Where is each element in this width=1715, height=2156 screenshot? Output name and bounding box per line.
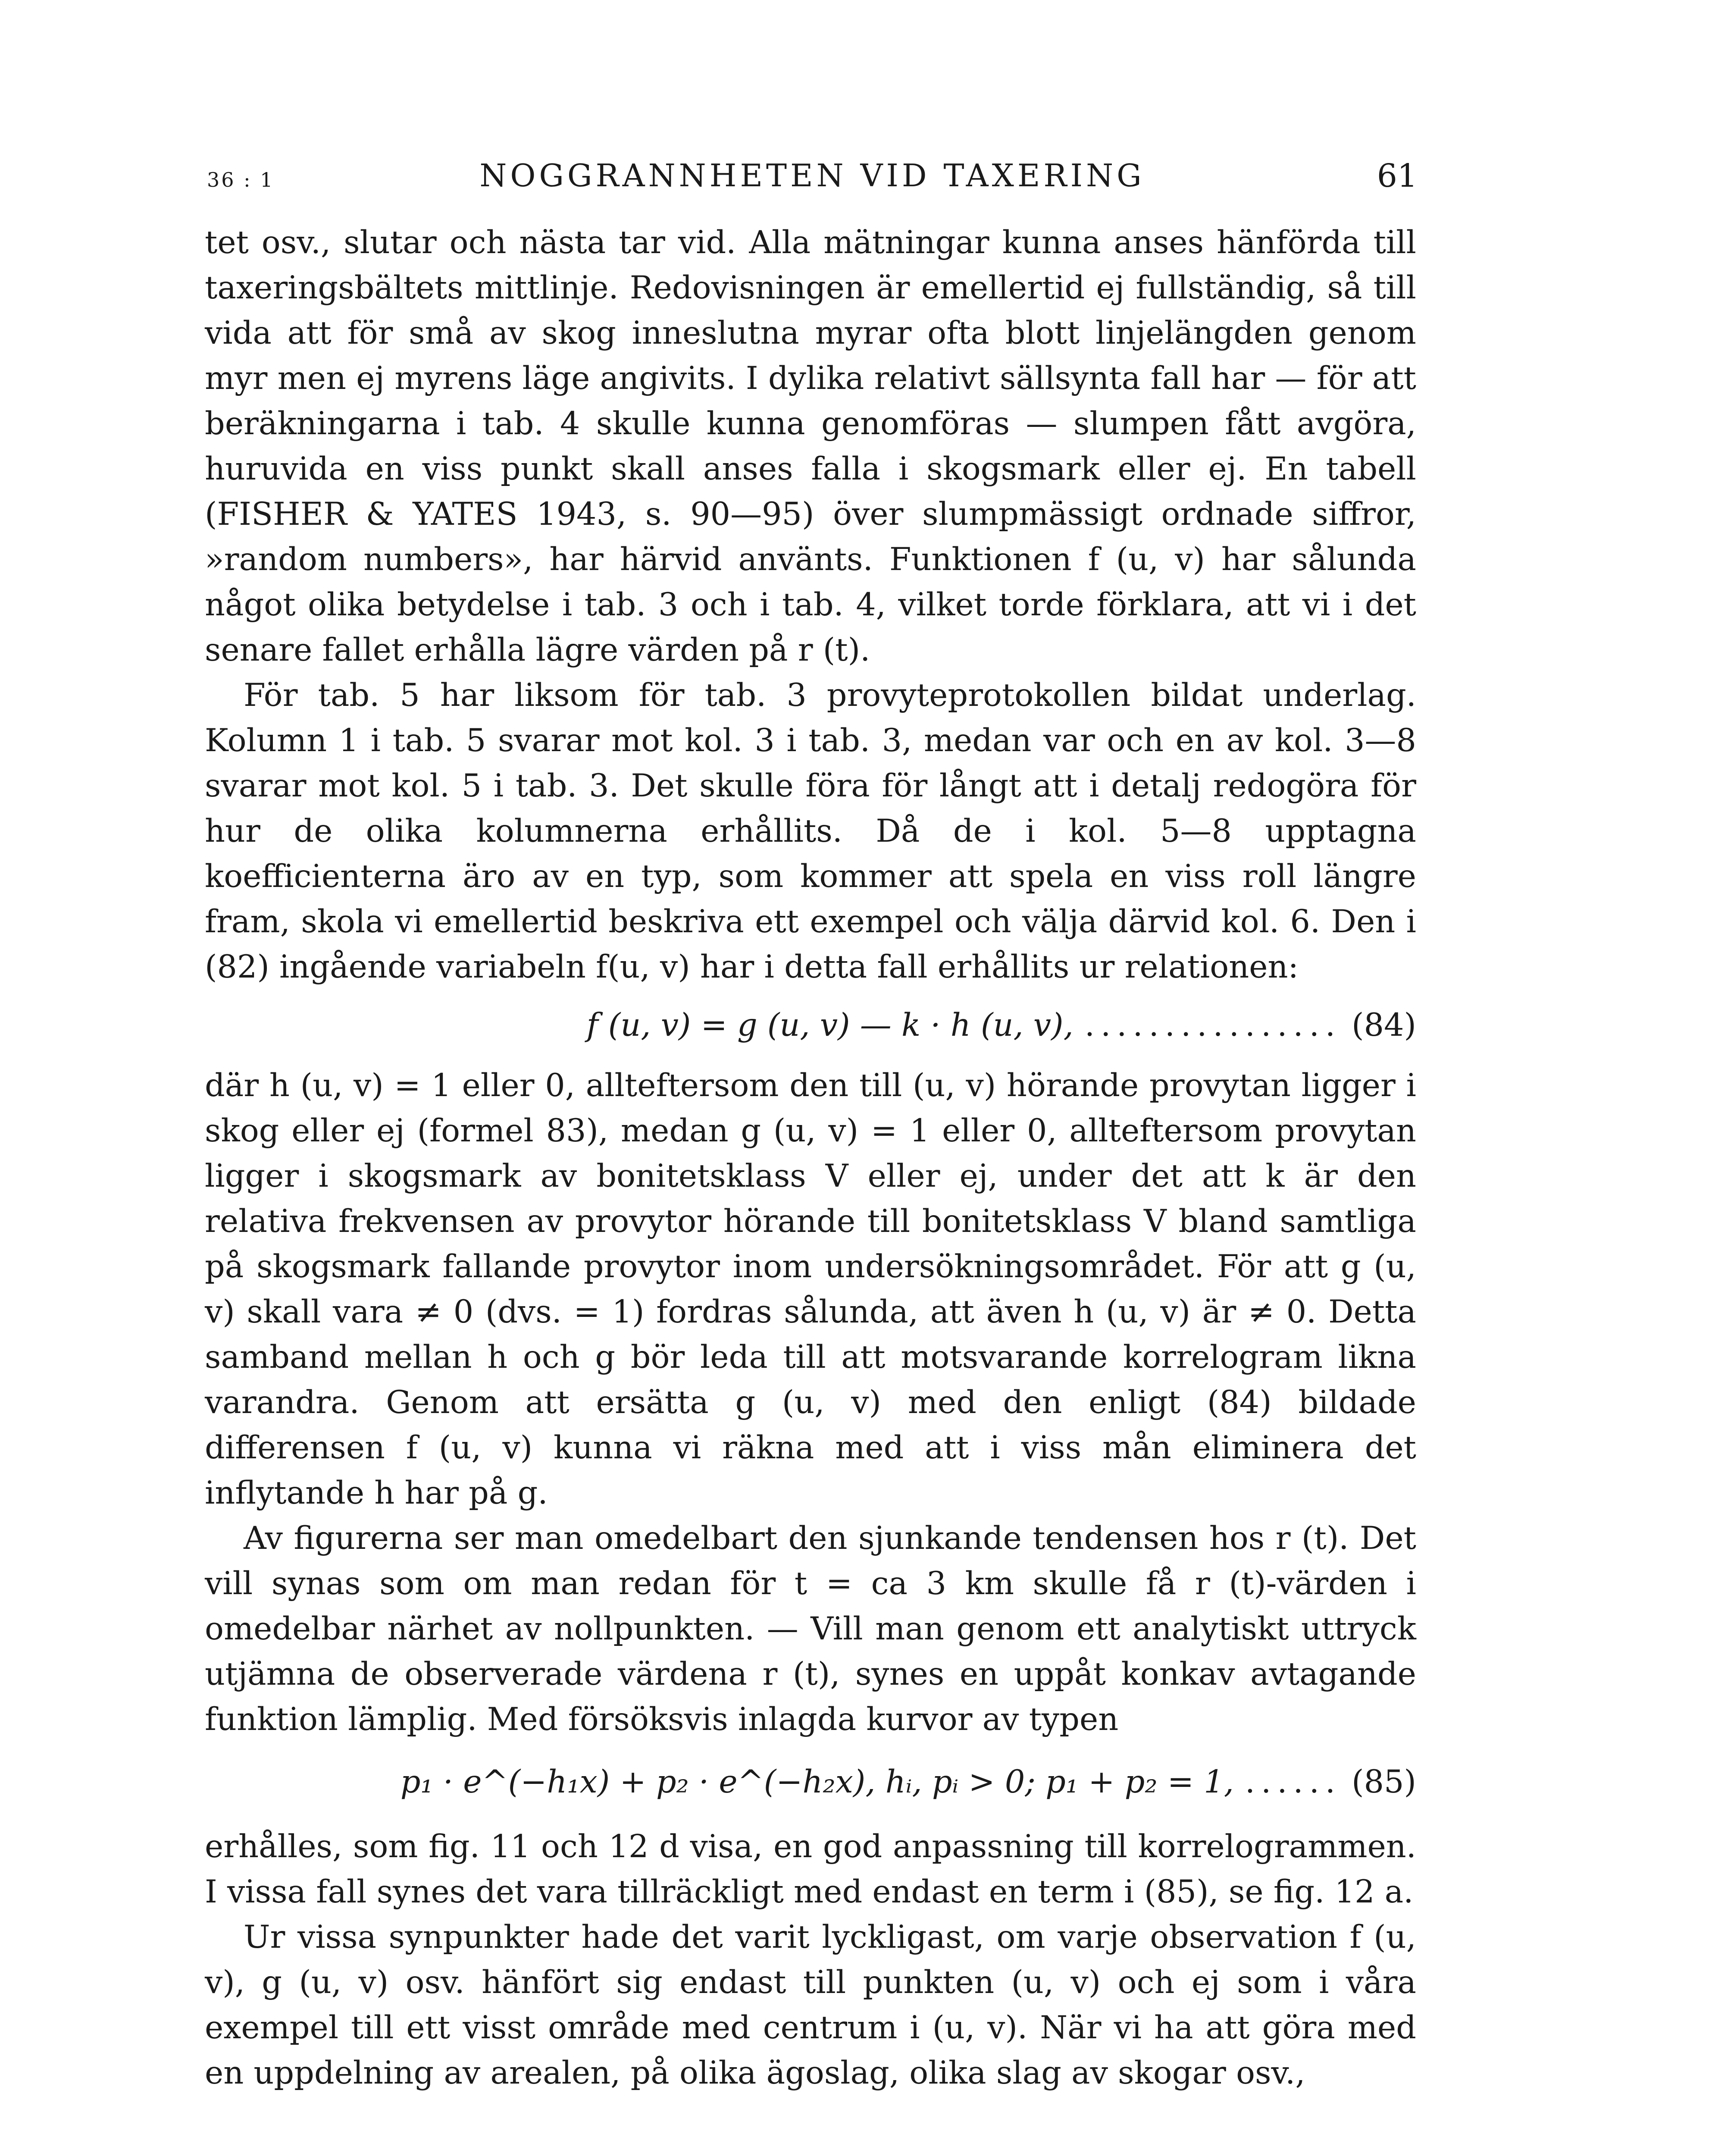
body-text <box>205 220 1416 2096</box>
equation-84 <box>205 990 1416 1063</box>
paragraph-5: erhålles, som fig. 11 och 12 d visa, en god anpassning till korrelogrammen. I vissa fall synes det vara tillräckligt med endast en term i (85), se fig. 12 a. <box>205 1828 1416 1910</box>
equation-84-leader: ................ <box>1084 1007 1342 1044</box>
header-title: NOGGRANNHETEN VID TAXERING <box>479 157 1145 194</box>
header-volume: 36 : 1 <box>207 168 275 191</box>
equation-84-expression: f (u, v) = g (u, v) — k · h (u, v), <box>586 1007 1073 1044</box>
equation-85 <box>205 1742 1416 1824</box>
paragraph-2: För tab. 5 har liksom för tab. 3 provyteprotokollen bildat underlag. Kolumn 1 i tab. 5 svarar mot kol. 3 i tab. 3, medan var och en av kol. 3—8 svarar mot kol. 5 i tab. 3. Det skulle föra för långt att i detalj redogöra för hur de olika kolumnerna erhållits. Då de i kol. 5—8 upptagna koefficienterna äro av en typ, som kommer att spela en viss roll längre fram, skola vi emellertid beskriva ett exempel och välja därvid kol. 6. Den i (82) ingående variabeln f(u, v) har i detta fall erhållits ur relationen: <box>205 677 1416 985</box>
paragraph-3: där h (u, v) = 1 eller 0, allteftersom den till (u, v) hörande provytan ligger i skog eller ej (formel 83), medan g (u, v) = 1 eller 0, allteftersom provytan ligger i skogsmark av bonitetsklass V eller ej, under det att k är den relativa frekvensen av provytor hörande till bonitetsklass V bland samtliga på skogsmark fallande provytor inom undersökningsområdet. För att g (u, v) skall vara ≠ 0 (dvs. = 1) fordras sålunda, att även h (u, v) är ≠ 0. Detta samband mellan h och g bör leda till att motsvarande korrelogram likna varandra. Genom att ersätta g (u, v) med den enligt (84) bildade differensen f (u, v) kunna vi räkna med att i viss mån eliminera det inflytande h har på g. <box>205 1067 1416 1511</box>
equation-85-leader: ...... <box>1245 1764 1342 1800</box>
paragraph-6: Ur vissa synpunkter hade det varit lyckligast, om varje observation f (u, v), g (u, v) osv. hänfört sig endast till punkten (u, v) och ej som i våra exempel till ett visst område med centrum i (u, v). När vi ha att göra med en uppdelning av arealen, på olika ägoslag, olika slag av skogar osv., <box>205 1919 1416 2091</box>
equation-84-number: (84) <box>1352 1007 1416 1044</box>
equation-85-number: (85) <box>1352 1764 1416 1800</box>
equation-85-expression: p₁ · e^(−h₁x) + p₂ · e^(−h₂x), hᵢ, pᵢ > 0; p₁ + p₂ = 1, <box>400 1764 1234 1800</box>
paragraph-1: tet osv., slutar och nästa tar vid. Alla mätningar kunna anses hänförda till taxeringsbältets mittlinje. Redovisningen är emellertid ej fullständig, så till vida att för små av skog inneslutna myrar ofta blott linjelängden genom myr men ej myrens läge angivits. I dylika relativt sällsynta fall har — för att beräkningarna i tab. 4 skulle kunna genomföras — slumpen fått avgöra, huruvida en viss punkt skall anses falla i skogsmark eller ej. En tabell (FISHER & YATES 1943, s. 90—95) över slumpmässigt ordnade siffror, »random numbers», har härvid använts. Funktionen f (u, v) har sålunda något olika betydelse i tab. 3 och i tab. 4, vilket torde förklara, att vi i det senare fallet erhålla lägre värden på r (t). <box>205 224 1417 668</box>
paragraph-4: Av figurerna ser man omedelbart den sjunkande tendensen hos r (t). Det vill synas som om man redan för t = ca 3 km skulle få r (t)-värden i omedelbar närhet av nollpunkten. — Vill man genom ett analytiskt uttryck utjämna de observerade värdena r (t), synes en uppåt konkav avtagande funktion lämplig. Med försöksvis inlagda kurvor av typen <box>205 1520 1416 1738</box>
running-head <box>207 157 1418 196</box>
page-number: 61 <box>1377 157 1418 194</box>
